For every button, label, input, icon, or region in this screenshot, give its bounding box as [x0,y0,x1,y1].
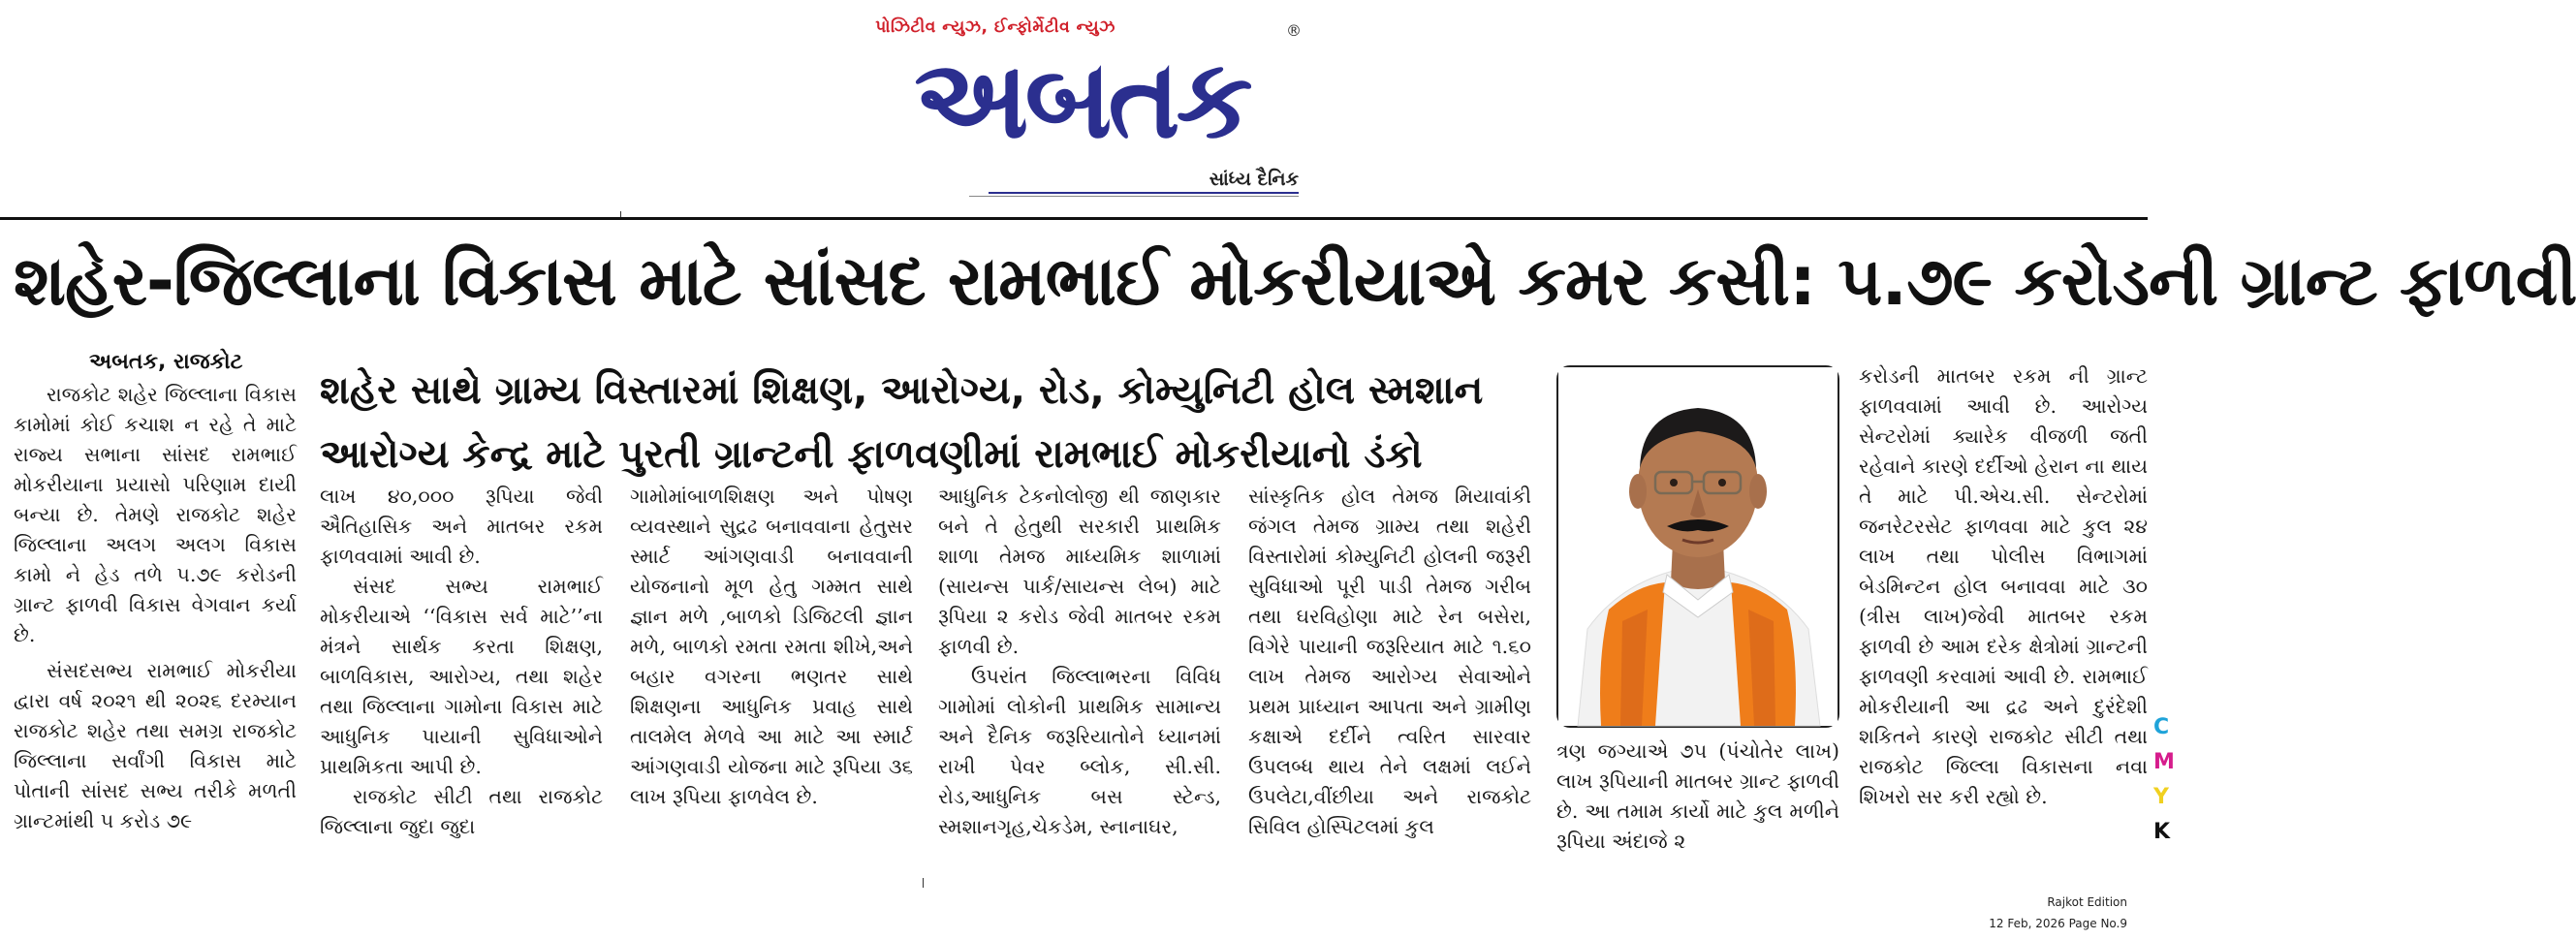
main-headline: શહેર-જિલ્લાના વિકાસ માટે સાંસદ રામભાઈ મોકરીયાએ કમર કસી: ૫.૭૯ કરોડની ગ્રાન્ટ ફાળવી [14,241,2576,321]
paragraph: સંસદ સભ્ય રામભાઈ મોકરીયાએ ‘‘વિકાસ સર્વ માટે’’ના મંત્રને સાર્થક કરતા શિક્ષણ, બાળવિકાસ, આરોગ્ય, તથા શહેર તથા જિલ્લાના ગામોના વિકાસ માટે આધુનિક પાયાની સુવિધાઓને પ્રાથમિકતા આપી છે. [320,575,603,778]
mp-portrait-photo [1556,365,1839,728]
paragraph: કરોડની માતબર રકમ ની ગ્રાન્ટ ફાળવવામાં આવી છે. આરોગ્ય સેન્ટરોમાં ક્યારેક વીજળી જતી રહેવાને કારણે દર્દીઓ હેરાન ના થાય તે માટે પી.એચ.સી. સેન્ટરોમાં જનરેટરસેટ ફાળવવા માટે કુલ ૨૪ લાખ તથા પોલીસ વિભાગમાં બેડમિન્ટન હોલ બનાવવા માટે ૩૦ (ત્રીસ લાખ)જેવી માતબર રકમ ફાળવી છે આમ દરેક ક્ષેત્રોમાં ગ્રાન્ટની ફાળવણી કરવામાં આવી છે. રામભાઈ મોકરીયાની આ દ્રઢ અને દુરંદેશી શકિતને કારણે રાજકોટ સીટી તથા રાજકોટ જિલ્લા વિકાસના નવા શિખરો સર કરી રહ્યો છે. [1859,364,2148,808]
paragraph: સાંસ્કૃતિક હોલ તેમજ મિયાવાંકી જંગલ તેમજ ગ્રામ્ય તથા શહેરી વિસ્તારોમાં કોમ્યુનિટી હોલની જરૂરી સુવિધાઓ પૂરી પાડી તેમજ ગરીબ તથા ઘરવિહોણા માટે રેન બસેરા, વિગેરે પાયાની જરૂરિયાત માટે ૧.૬૦ લાખ તેમજ આરોગ્ય સેવાઓને પ્રથમ પ્રાધ્યાન આપતા અને ગ્રામીણ કક્ષાએ દર્દીને ત્વરિત સારવાર ઉપલબ્ધ થાય તેને લક્ષમાં લઈને ઉપલેટા,વીંછીયા અને રાજકોટ સિવિલ હોસ્પિટલમાં કુલ [1248,485,1531,838]
article-column-4 [938,482,1221,867]
byline: અબતક, રાજકોટ [89,350,243,374]
sub-headline-line-2: આરોગ્ય કેન્દ્ર માટે પુરતી ગ્રાન્ટની ફાળવણીમાં રામભાઈ મોકરીયાનો ડંકો [320,432,1423,477]
paragraph: રાજકોટ શહેર જિલ્લાના વિકાસ કામોમાં કોઈ કચાશ ન રહે તે માટે રાજ્ય સભાના સાંસદ રામભાઈ મોકરીયાના પ્રયાસો પરિણામ દાયી બન્યા છે. તેમણે રાજકોટ શહેર જિલ્લાના અલગ અલગ વિકાસ કામો ને હેડ તળે ૫.૭૯ કરોડની ગ્રાન્ટ ફાળવી વિકાસ વેગવાન કર્યા છે. [14,383,297,646]
masthead-rule [989,192,1299,194]
masthead-tagline: પોઝિટીવ ન્યુઝ, ઈન્ફોર્મેટીવ ન્યુઝ [875,17,1115,37]
article-column-1 [14,380,297,864]
newspaper-logo [863,39,1301,161]
paragraph: રાજકોટ સીટી તથા રાજકોટ જિલ્લાના જુદા જુદા [320,785,603,838]
edition-label: Rajkot Edition [2047,895,2127,909]
masthead-subtitle: સાંધ્ય દૈનિક [1209,169,1299,190]
logo-text: અબતક [914,37,1249,163]
cmyk-mark-magenta: M [2153,750,2175,774]
sub-headline-line-1: શહેર સાથે ગ્રામ્ય વિસ્તારમાં શિક્ષણ, આરોગ્ય, રોડ, કોમ્યુનિટી હોલ સ્મશાન [320,368,1484,413]
registered-mark: ® [1286,21,1302,40]
sub-headline [320,359,1531,486]
paragraph: ગામોમાંબાળશિક્ષણ અને પોષણ વ્યવસ્થાને સુદ્રઢ બનાવવાના હેતુસર સ્માર્ટ આંગણવાડી બનાવવાની યોજનાનો મૂળ હેતુ ગમ્મત સાથે જ્ઞાન મળે ,બાળકો ડિજિટલી જ્ઞાન મળે, બાળકો રમતા રમતા શીખે,અને બહાર વગરના ભણતર સાથે શિક્ષણના આધુનિક પ્રવાહ સાથે તાલમેલ મેળવે આ માટે આ સ્માર્ટ આંગણવાડી યોજના માટે રૂપિયા ૩૬ લાખ રૂપિયા ફાળવેલ છે. [630,485,913,808]
paragraph: લાખ ૪૦,૦૦૦ રૂપિયા જેવી ઐતિહાસિક અને માતબર રકમ ફાળવવામાં આવી છે. [320,485,603,568]
cmyk-mark-cyan: C [2153,715,2170,739]
register-tick-bottom [923,878,924,888]
paragraph: ત્રણ જગ્યાએ ૭૫ (પંચોતેર લાખ) લાખ રૂપિયાની માતબર ગ્રાન્ટ ફાળવી છે. આ તમામ કાર્યો માટે કુલ મળીને રૂપિયા અંદાજે ૨ [1556,739,1839,853]
page-top-rule [0,217,2148,220]
article-column-7 [1859,361,2148,877]
masthead-rule-thin [969,196,1299,197]
article-column-5 [1248,482,1531,867]
cmyk-mark-black: K [2153,820,2171,844]
portrait-illustration [1558,367,1838,726]
paragraph: સંસદસભ્ય રામભાઈ મોકરીયા દ્વારા વર્ષ ૨૦૨૧ થી ૨૦૨૬ દરમ્યાન રાજકોટ શહેર તથા સમગ્ર રાજકોટ જિલ્લાના સર્વાંગી વિકાસ માટે પોતાની સાંસદ સભ્ય તરીકે મળતી ગ્રાન્ટમાંથી ૫ કરોડ ૭૯ [14,659,297,832]
article-column-6 [1556,736,1839,874]
cmyk-mark-yellow: Y [2153,785,2169,809]
article-column-3 [630,482,913,867]
paragraph: ઉપરાંત જિલ્લાભરના વિવિધ ગામોમાં લોકોની પ્રાથમિક સામાન્ય અને દૈનિક જરૂરિયાતોને ધ્યાનમાં રાખી પેવર બ્લોક, સી.સી. રોડ,આધુનિક બસ સ્ટેન્ડ, સ્મશાનગૃહ,ચેકડેમ, સ્નાનાઘર, [938,665,1221,838]
article-column-2 [320,482,603,867]
date-page-label: 12 Feb, 2026 Page No.9 [1989,917,2127,930]
paragraph: આધુનિક ટેકનોલોજી થી જાણકાર બને તે હેતુથી સરકારી પ્રાથમિક શાળા તેમજ માધ્યમિક શાળામાં (સાયન્સ પાર્ક/સાયન્સ લેબ) માટે રૂપિયા ૨ કરોડ જેવી માતબર રકમ ફાળવી છે. [938,485,1221,658]
